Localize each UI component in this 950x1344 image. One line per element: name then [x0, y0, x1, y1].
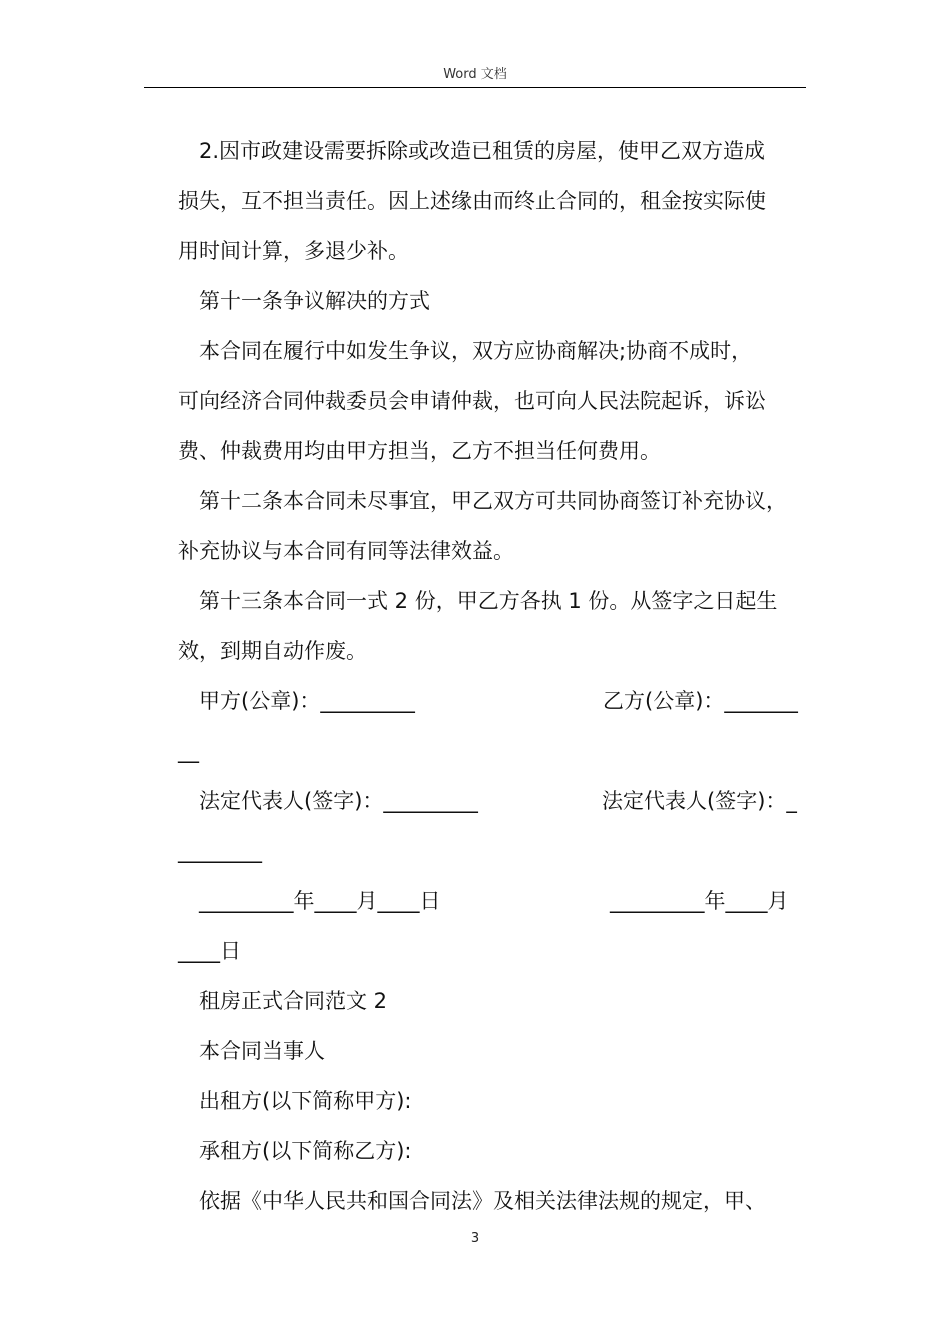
article-11-title: 第十一条争议解决的方式: [199, 289, 430, 313]
signature-wrap: __: [178, 739, 199, 763]
document-body: [178, 126, 818, 1226]
paragraph-line: 补充协议与本合同有同等法律效益。: [178, 539, 514, 563]
paragraph-line: 用时间计算，多退少补。: [178, 239, 409, 263]
signature-seal-row: [178, 676, 818, 726]
parties-heading: 本合同当事人: [199, 1039, 325, 1063]
party-b-date-field: _________年____月: [610, 889, 789, 913]
party-b-representative-field: 法定代表人(签字)：_: [602, 789, 797, 813]
section-2-title: 租房正式合同范文 2: [199, 989, 388, 1013]
lessor-line: 出租方(以下简称甲方):: [199, 1089, 412, 1113]
paragraph-line: 依据《中华人民共和国合同法》及相关法律法规的规定，甲、: [199, 1189, 766, 1213]
paragraph-line: 第十三条本合同一式 2 份，甲乙方各执 1 份。从签字之日起生: [199, 589, 778, 613]
paragraph-line: 效，到期自动作废。: [178, 639, 367, 663]
signature-rep-row: [178, 776, 818, 826]
page-number: 3: [470, 1231, 480, 1246]
party-a-representative-field: 法定代表人(签字)：_________: [199, 789, 478, 813]
party-b-seal-field: 乙方(公章)：_______: [603, 689, 798, 713]
signature-wrap: ________: [178, 839, 262, 863]
signature-date-row: [178, 876, 818, 926]
party-a-date-field: _________年____月____日: [199, 889, 441, 913]
lessee-line: 承租方(以下简称乙方):: [199, 1139, 412, 1163]
paragraph-line: 可向经济合同仲裁委员会申请仲裁，也可向人民法院起诉，诉讼: [178, 389, 766, 413]
paragraph-line: 第十二条本合同未尽事宜，甲乙双方可共同协商签订补充协议，: [199, 489, 787, 513]
page-header: Word 文档: [443, 67, 507, 82]
signature-wrap: ____日: [178, 939, 241, 963]
header-divider: [144, 87, 806, 88]
paragraph-line: 本合同在履行中如发生争议，双方应协商解决;协商不成时，: [199, 339, 753, 363]
paragraph-line: 费、仲裁费用均由甲方担当，乙方不担当任何费用。: [178, 439, 661, 463]
paragraph-line: 2.因市政建设需要拆除或改造已租赁的房屋，使甲乙双方造成: [199, 139, 766, 163]
party-a-seal-field: 甲方(公章)：_________: [199, 689, 415, 713]
paragraph-line: 损失，互不担当责任。因上述缘由而终止合同的，租金按实际使: [178, 189, 766, 213]
